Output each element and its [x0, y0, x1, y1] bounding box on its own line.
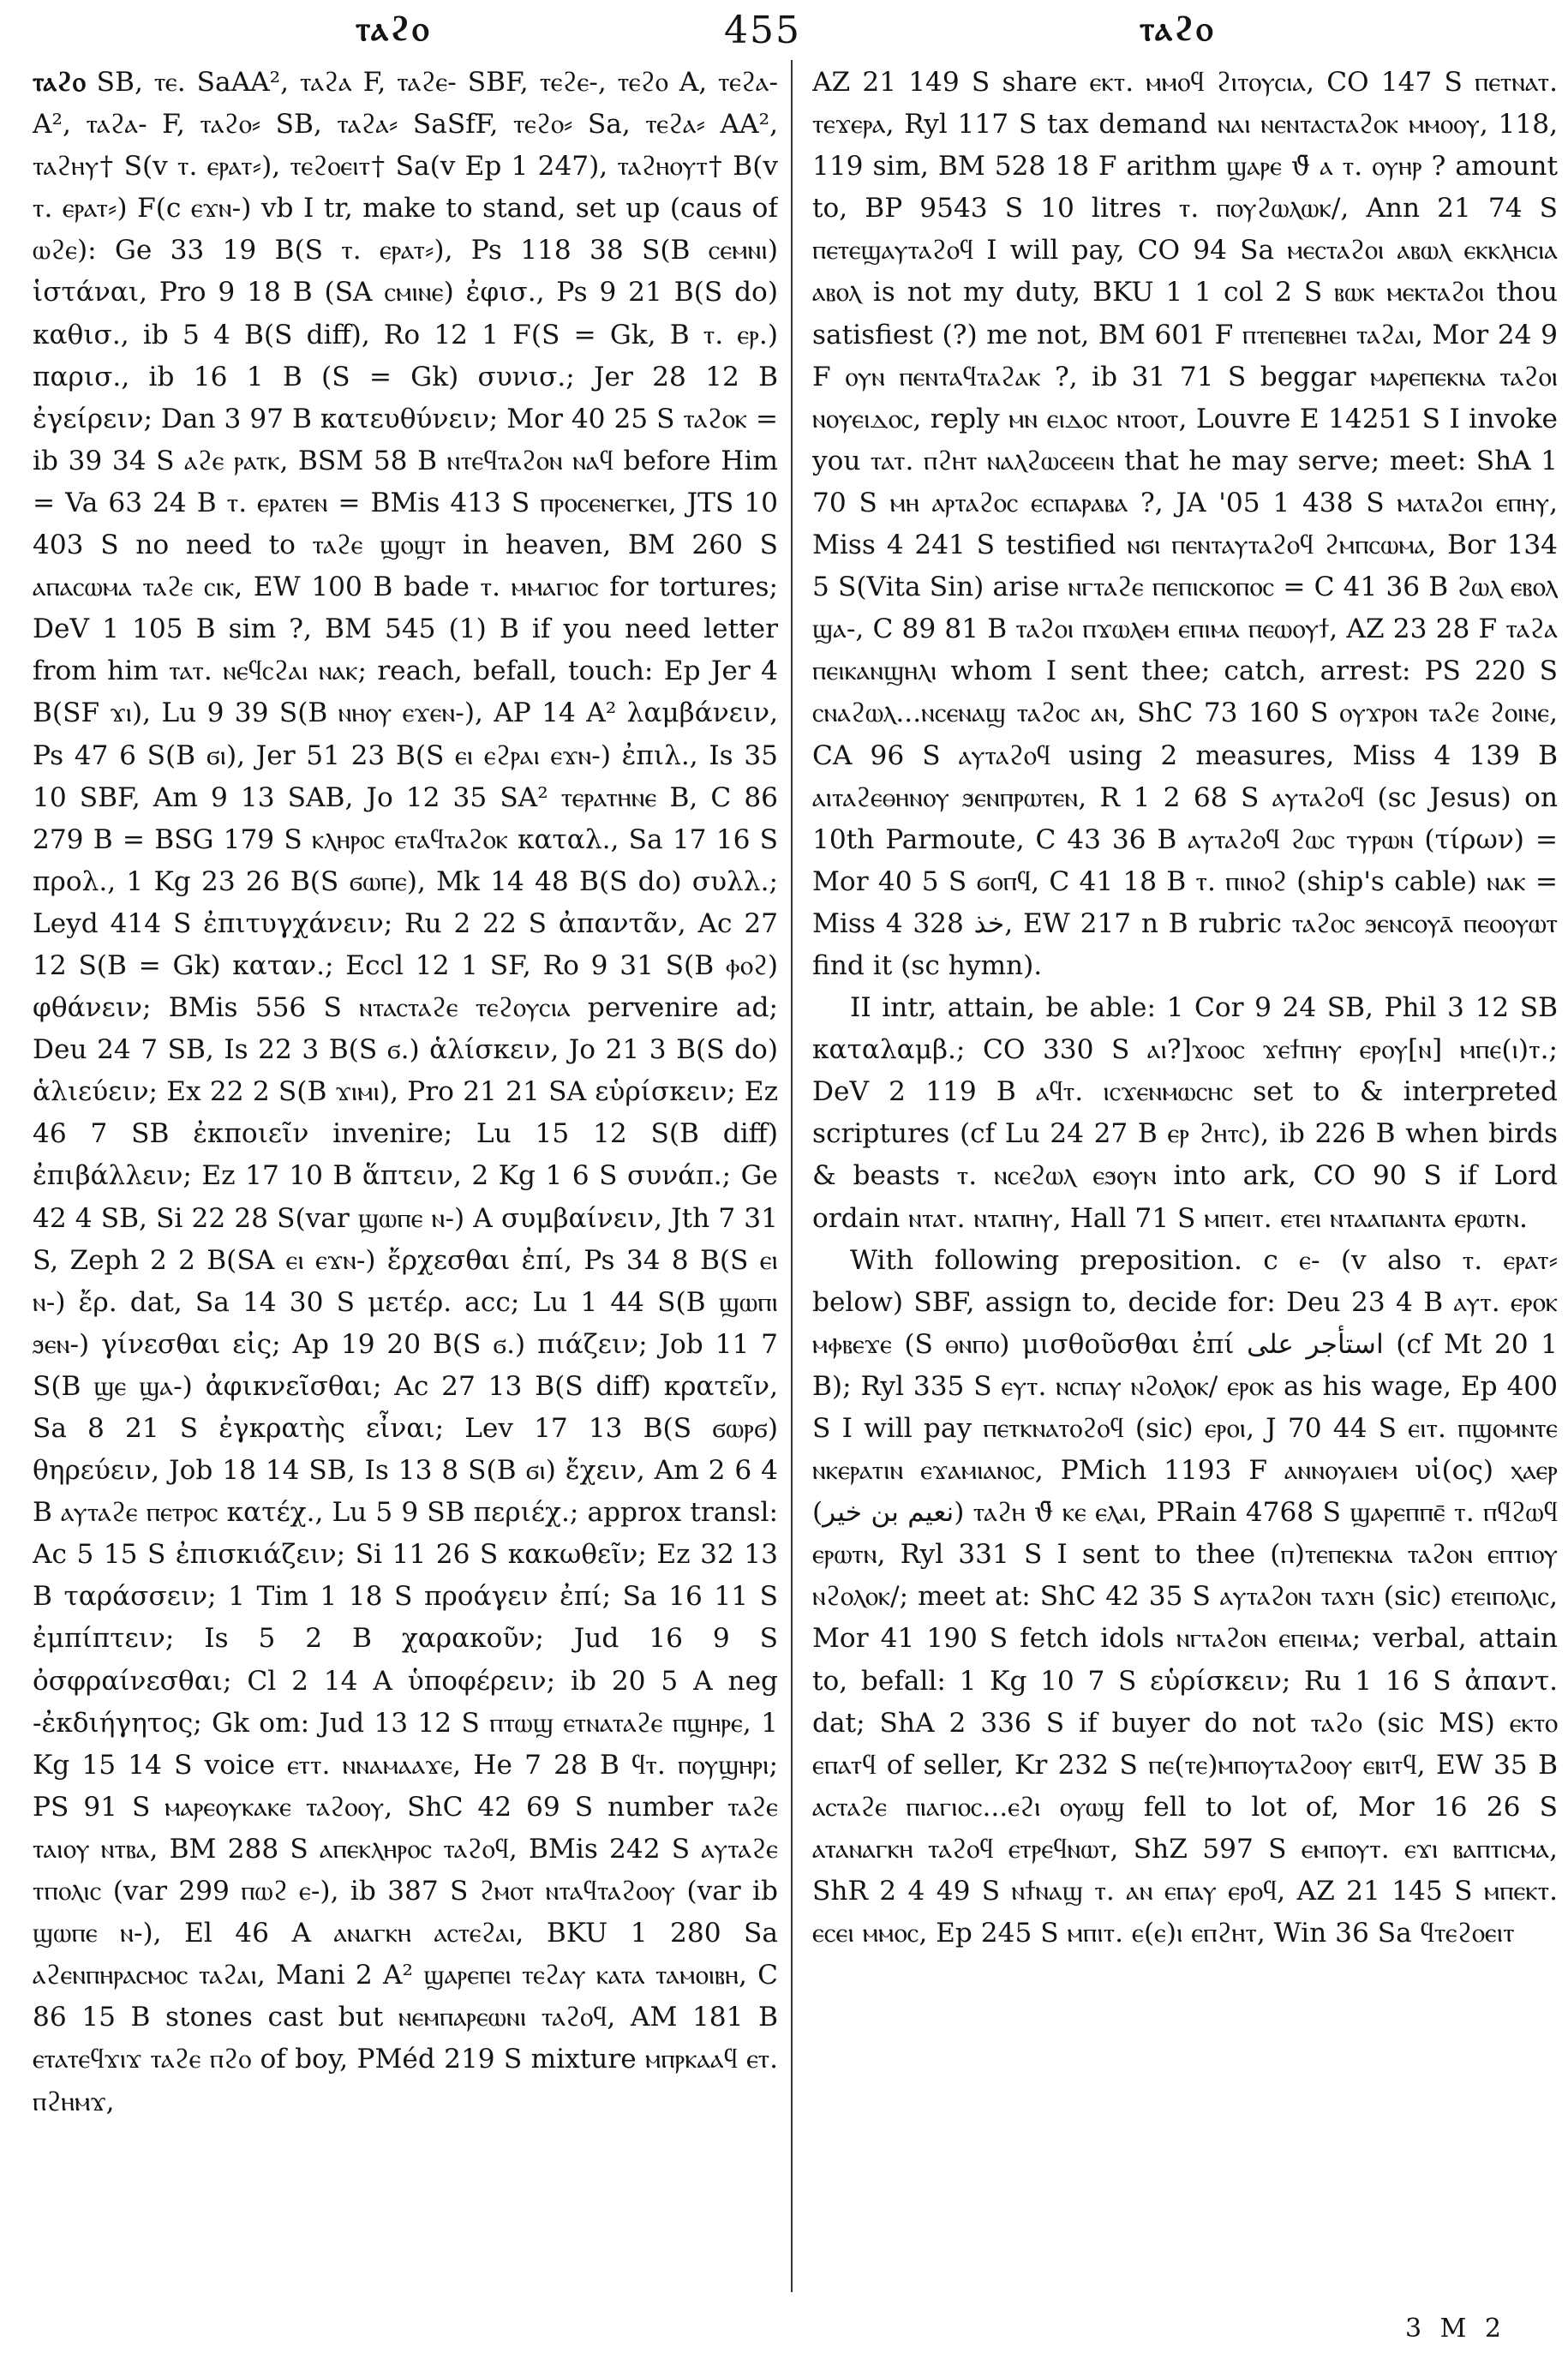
- entry-paragraph-right-1: AZ 21 149 S share ⲉⲕⲧ. ⲙⲙⲟϥ ϩⲓⲧⲟⲩⲥⲓⲁ, CO 147 S ⲡⲉⲧⲛⲁⲧ. ⲧⲉϫⲉⲣⲁ, Ryl 117 S tax demand ⲛⲁⲓ ⲛⲉⲛⲧⲁⲥⲧⲁϩⲟⲕ ⲙⲙⲟⲟⲩ, 118, 119 sim, BM 528 18 F arithm ϣⲁⲣⲉ ϑ̄ ⲁ ⲧ. ⲟⲩⲏⲣ ? amount to, BP 9543 S 10 litres ⲧ. ⲡⲟⲩϩⲱⲗⲱⲕ/, Ann 21 74 S ⲡⲉⲧⲉϣⲁⲩⲧⲁϩⲟϥ I will pay, CO 94 Sa ⲙⲉⲥⲧⲁϩⲟⲓ ⲁⲃⲱⲗ ⲉⲕⲕⲗⲏⲥⲓⲁ ⲁⲃⲟⲗ is not my duty, BKU 1 1 col 2 S ⲃⲱⲕ ⲙⲉⲕⲧⲁϩⲟⲓ thou satisfiest (?) me not, BM 601 F ⲡⲧⲉⲡⲉⲃⲏⲉⲓ ⲧⲁϩⲁⲓ, Mor 24 9 F ⲟⲩⲛ ⲡⲉⲛⲧⲁϥⲧⲁϩⲁⲕ ?, ib 31 71 S beggar ⲙⲁⲣⲉⲡⲉⲕⲛⲁ ⲧⲁϩⲟⲓ ⲛⲟⲩⲉⲓⲇⲟⲥ, reply ⲙⲛ ⲉⲓⲇⲟⲥ ⲛⲧⲟⲟⲧ, Louvre E 14251 S I invoke you ⲧⲁⲧ. ⲡϩⲏⲧ ⲛⲁⲗϩⲱⲥⲉⲉⲓⲛ that he may serve; meet: ShA 1 70 S ⲙⲏ ⲁⲣⲧⲁϩⲟⲥ ⲉⲥⲡⲁⲣⲁⲃⲁ ?, JA '05 1 438 S ⲙⲁⲧⲁϩⲟⲓ ⲉⲡⲏⲩ, Miss 4 241 S testified ⲛϭⲓ ⲡⲉⲛⲧⲁⲩⲧⲁϩⲟϥ ϩⲙⲡⲥⲱⲙⲁ, Bor 134 5 S(Vita Sin) arise ⲛⲅⲧⲁϩⲉ ⲡⲉⲡⲓⲥⲕⲟⲡⲟⲥ = C 41 36 B ϩⲱⲗ ⲉⲃⲟⲗ ϣⲁ-, C 89 81 B ⲧⲁϩⲟⲓ ⲡϫⲱⲗⲉⲙ ⲉⲡⲓⲙⲁ ⲡⲉⲱⲟⲩϯ, AZ 23 28 F ⲧⲁϩⲁ ⲡⲉⲓⲕⲁⲛϣⲏⲗⲓ whom I sent thee; catch, arrest: PS 220 S ⲥⲛⲁϩⲱⲗ...ⲛⲥⲉⲛⲁϣ ⲧⲁϩⲟⲥ ⲁⲛ, ShC 73 160 S ⲟⲩϫⲣⲟⲛ ⲧⲁϩⲉ ϩⲟⲓⲛⲉ, CA 96 S ⲁⲩⲧⲁϩⲟϥ using 2 measures, Miss 4 139 B ⲁⲓⲧⲁϩⲉⲑⲏⲛⲟⲩ ϧⲉⲛⲡⲣⲱⲧⲉⲛ, R 1 2 68 S ⲁⲩⲧⲁϩⲟϥ (sc Jesus) on 10th Parmoute, C 43 36 B ⲁⲩⲧⲁϩⲟϥ ϩⲱⲥ ⲧⲩⲣⲱⲛ (τίρων) = Mor 40 5 S ϭⲟⲡϥ, C 41 18 B ⲧ. ⲡⲓⲛⲟϩ (ship's cable) ⲛⲁⲕ = Miss 4 328 ﺧﺬ, EW 217 n B rubric ⲧⲁϩⲟⲥ ϧⲉⲛⲥⲟⲩⲁ̄ ⲡⲉⲟⲟⲩⲱⲧ find it (sc hymn).: [812, 67, 1558, 981]
- entry-text-left: SB, ⲧⲉ. SaAA², ⲧⲁϩⲁ F, ⲧⲁϩⲉ- SBF, ⲧⲉϩⲉ-, ⲧⲉϩⲟ A, ⲧⲉϩⲁ- A², ⲧⲁϩⲁ- F, ⲧⲁϩⲟ⸗ SB, ⲧⲁϩⲁ⸗ SaSfF, ⲧⲉϩⲟ⸗ Sa, ⲧⲉϩⲁ⸗ AA², ⲧⲁϩⲏⲩ† S(v ⲧ. ⲉⲣⲁⲧ⸗), ⲧⲉϩⲟⲉⲓⲧ† Sa(v Ep 1 247), ⲧⲁϩⲏⲟⲩⲧ† B(v ⲧ. ⲉⲣⲁⲧ⸗) F(c ⲉϫⲛ-) vb I tr, make to stand, set up (caus of ⲱϩⲉ): Ge 33 19 B(S ⲧ. ⲉⲣⲁⲧ⸗), Ps 118 38 S(B ⲥⲉⲙⲛⲓ) ἱστάναι, Pro 9 18 B (SA ⲥⲙⲓⲛⲉ) ἐφισ., Ps 9 21 B(S do) καθισ., ib 5 4 B(S diff), Ro 12 1 F(S = Gk, B ⲧ. ⲉⲣ.) παρισ., ib 16 1 B (S = Gk) συνισ.; Jer 28 12 B ἐγείρειν; Dan 3 97 B κατευθύνειν; Mor 40 25 S ⲧⲁϩⲟⲕ = ib 39 34 S ⲁϩⲉ ⲣⲁⲧⲕ, BSM 58 B ⲛⲧⲉϥⲧⲁϩⲟⲛ ⲛⲁϥ before Him = Va 63 24 B ⲧ. ⲉⲣⲁⲧⲉⲛ = BMis 413 S ⲡⲣⲟⲥⲉⲛⲉⲅⲕⲉⲓ, JTS 10 403 S no need to ⲧⲁϩⲉ ϣⲟϣⲧ in heaven, BM 260 S ⲁⲡⲁⲥⲱⲙⲁ ⲧⲁϩⲉ ⲥⲓⲕ, EW 100 B bade ⲧ. ⲙⲙⲁⲅⲓⲟⲥ for tortures; DeV 1 105 B sim ?, BM 545 (1) B if you need letter from him ⲧⲁⲧ. ⲛⲉϥⲥϩⲁⲓ ⲛⲁⲕ; reach, befall, touch: Ep Jer 4 B(SF ϫⲓ), Lu 9 39 S(B ⲛⲏⲟⲩ ⲉϫⲉⲛ-), AP 14 A² λαμβάνειν, Ps 47 6 S(B ϭⲓ), Jer 51 23 B(S ⲉⲓ ⲉϩⲣⲁⲓ ⲉϫⲛ-) ἐπιλ., Is 35 10 SBF, Am 9 13 SAB, Jo 12 35 SA² ⲧⲉⲣⲁⲧⲏⲛⲉ B, C 86 279 B = BSG 179 S ⲕⲗⲏⲣⲟⲥ ⲉⲧⲁϥⲧⲁϩⲟⲕ καταλ., Sa 17 16 S προλ., 1 Kg 23 26 B(S ϭⲱⲡⲉ), Mk 14 48 B(S do) συλλ.; Leyd 414 S ἐπιτυγχάνειν; Ru 2 22 S ἀπαντᾶν, Ac 27 12 S(B = Gk) καταν.; Eccl 12 1 SF, Ro 9 31 S(B ⲫⲟϩ) φθάνειν; BMis 556 S ⲛⲧⲁⲥⲧⲁϩⲉ ⲧⲉϩⲟⲩⲥⲓⲁ pervenire ad; Deu 24 7 SB, Is 22 3 B(S ϭ.) ἁλίσκειν, Jo 21 3 B(S do) ἁλιεύειν; Ex 22 2 S(B ϫⲓⲙⲓ), Pro 21 21 SA εὑρίσκειν; Ez 46 7 SB ἐκποιεῖν invenire; Lu 15 12 S(B diff) ἐπιβάλλειν; Ez 17 10 B ἅπτειν, 2 Kg 1 6 S συνάπ.; Ge 42 4 SB, Si 22 28 S(var ϣⲱⲡⲉ ⲛ-) A συμβαίνειν, Jth 7 31 S, Zeph 2 2 B(SA ⲉⲓ ⲉϫⲛ-) ἔρχεσθαι ἐπί, Ps 34 8 B(S ⲉⲓ ⲛ-) ἔρ. dat, Sa 14 30 S μετέρ. acc; Lu 1 44 S(B ϣⲱⲡⲓ ϧⲉⲛ-) γίνεσθαι εἰς; Ap 19 20 B(S ϭ.) πιάζειν; Job 11 7 S(B ϣⲉ ϣⲁ-) ἀφικνεῖσθαι; Ac 27 13 B(S diff) κρατεῖν, Sa 8 21 S ἐγκρατὴς εἶναι; Lev 17 13 B(S ϭⲱⲣϭ) θηρεύειν, Job 18 14 SB, Is 13 8 S(B ϭⲓ) ἔχειν, Am 2 6 4 B ⲁⲩⲧⲁϩⲉ ⲡⲉⲧⲣⲟⲥ κατέχ., Lu 5 9 SB περιέχ.; approx transl: Ac 5 15 S ἐπισκιάζειν; Si 11 26 S κακωθεῖν; Ez 32 13 B ταράσσειν; 1 Tim 1 18 S προάγειν ἐπί; Sa 16 11 S ἐμπίπτειν; Is 5 2 B χαρακοῦν; Jud 16 9 S ὀσφραίνεσθαι; Cl 2 14 A ὑποφέρειν; ib 20 5 A neg -ἐκδιήγητος; Gk om: Jud 13 12 S ⲡⲧⲱϣ ⲉⲧⲛⲁⲧⲁϩⲉ ⲡϣⲏⲣⲉ, 1 Kg 15 14 S voice ⲉⲧⲧ. ⲛⲛⲁⲙⲁⲁϫⲉ, He 7 28 B ϥⲧ. ⲡⲟⲩϣⲏⲣⲓ; PS 91 S ⲙⲁⲣⲉⲟⲩⲕⲁⲕⲉ ⲧⲁϩⲟⲟⲩ, ShC 42 69 S number ⲧⲁϩⲉ ⲧⲁⲓⲟⲩ ⲛⲧⲃⲁ, BM 288 S ⲁⲡⲉⲕⲗⲏⲣⲟⲥ ⲧⲁϩⲟϥ, BMis 242 S ⲁⲩⲧⲁϩⲉ ⲧⲡⲟⲗⲓⲥ (var 299 ⲡⲱϩ ⲉ-), ib 387 S ϩⲙⲟⲧ ⲛⲧⲁϥⲧⲁϩⲟⲟⲩ (var ib ϣⲱⲡⲉ ⲛ-), El 46 A ⲁⲛⲁⲅⲕⲏ ⲁⲥⲧⲉϩⲁⲓ, BKU 1 280 Sa ⲁϩⲉⲛⲡⲏⲣⲁⲥⲙⲟⲥ ⲧⲁϩⲁⲓ, Mani 2 A² ϣⲁⲣⲉⲡⲉⲓ ⲧⲉϩⲁⲩ ⲕⲁⲧⲁ ⲧⲁⲙⲟⲓⲃⲏ, C 86 15 B stones cast but ⲛⲉⲙⲡⲁⲣⲉⲱⲛⲓ ⲧⲁϩⲟϥ, AM 181 B ⲉⲧⲁⲧⲉϥϫⲓϫ ⲧⲁϩⲉ ⲡϩⲟ of boy, PMéd 219 S mixture ⲙⲡⲣⲕⲁⲁϥ ⲉⲧ. ⲡϩⲏⲙϫ,: [33, 67, 778, 2117]
- page-header: [0, 9, 1568, 60]
- entry-paragraph-right-3: With following preposition. c ⲉ- (v also ⲧ. ⲉⲣⲁⲧ⸗ below) SBF, assign to, decide for: Deu 23 4 B ⲁⲩⲧ. ⲉⲣⲟⲕ ⲙⲫⲃⲉϫⲉ (S ⲑⲛⲡⲟ) μισθοῦσθαι ἐπί ﺍﺳﺘﺄﺟﺮ ﻋﻠﻰ (cf Mt 20 1 B); Ryl 335 S ⲉⲩⲧ. ⲛⲥⲡⲁⲩ ⲛϩⲟⲗⲟⲕ/ ⲉⲣⲟⲕ as his wage, Ep 400 S I will pay ⲡⲉⲧⲕⲛⲁⲧⲟϩⲟϥ (sic) ⲉⲣⲟⲓ, J 70 44 S ⲉⲓⲧ. ⲡϣⲟⲙⲛⲧⲉ ⲛⲕⲉⲣⲁⲧⲓⲛ ⲉϫⲁⲙⲓⲁⲛⲟⲥ, PMich 1193 F ⲁⲛⲛⲟⲩⲁⲓⲉⲙ υἱ(ος) ⲭⲁⲉⲣ (نعيم بن خير) ⲧⲁϩⲏ ϑ̄ ⲕⲉ ⲉⲗⲁⲓ, PRain 4768 S ϣⲁⲣⲉⲡⲡⲉ̄ ⲧ. ⲡϥϩⲱϥ ⲉⲣⲱⲧⲛ, Ryl 331 S I sent to thee (ⲡ)ⲧⲉⲡⲉⲕⲛⲁ ⲧⲁϩⲟⲛ ⲉⲡⲧⲓⲟⲩ ⲛϩⲟⲗⲟⲕ/; meet at: ShC 42 35 S ⲁⲩⲧⲁϩⲟⲛ ⲧⲁϫⲏ (sic) ⲉⲧⲉⲓⲡⲟⲗⲓⲥ, Mor 41 190 S fetch idols ⲛⲅⲧⲁϩⲟⲛ ⲉⲡⲉⲓⲙⲁ; verbal, attain to, befall: 1 Kg 10 7 S εὑρίσκειν; Ru 1 16 S ἀπαντ. dat; ShA 2 336 S if buyer do not ⲧⲁϩⲟ (sic MS) ⲉⲕⲧⲟ ⲉⲡⲁⲧϥ of seller, Kr 232 S ⲡⲉ(ⲧⲉ)ⲙⲡⲟⲩⲧⲁϩⲟⲟⲩ ⲉⲃⲓⲧϥ, EW 35 B ⲁⲥⲧⲁϩⲉ ⲡⲓⲁⲅⲓⲟⲥ...ⲉϩⲓ ⲟⲩⲱϣ fell to lot of, Mor 16 26 S ⲁⲧⲁⲛⲁⲅⲕⲏ ⲧⲁϩⲟϥ ⲉⲧⲣⲉϥⲛⲱⲧ, ShZ 597 S ⲉⲙⲡⲟⲩⲧ. ⲉϫⲓ ⲃⲁⲡⲧⲓⲥⲙⲁ, ShR 2 4 49 S ⲛϯⲛⲁϣ ⲧ. ⲁⲛ ⲉⲡⲁⲩ ⲉⲣⲟϥ, AZ 21 145 S ⲙⲡⲉⲕⲧ. ⲉⲥⲉⲓ ⲙⲙⲟⲥ, Ep 245 S ⲙⲡⲓⲧ. ⲉ(ⲉ)ⲓ ⲉⲡϩⲏⲧ, Win 36 Sa ϥⲧⲉϩⲟⲉⲓⲧ: [812, 1244, 1558, 1949]
- right-column: [812, 62, 1558, 2290]
- column-divider: [791, 60, 793, 2292]
- header-left-word: ⲧⲁϩⲟ: [356, 9, 431, 49]
- entry-paragraph-left: [33, 62, 778, 2123]
- header-right-word: ⲧⲁϩⲟ: [1140, 9, 1215, 49]
- entry-paragraph-right-2: II intr, attain, be able: 1 Cor 9 24 SB, Phil 3 12 SB καταλαμβ.; CO 330 S ⲁⲓ?]ϫⲟⲟⲥ ϫⲉϯⲡⲏⲩ ⲉⲣⲟⲩ[ⲛ] ⲙⲡⲉ(ⲓ)ⲧ.; DeV 2 119 B ⲁϥⲧ. ⲓⲥϫⲉⲛⲙⲱⲥⲏⲥ set to & interpreted scriptures (cf Lu 24 27 B ⲉⲣ ϩⲏⲧⲥ), ib 226 B when birds & beasts ⲧ. ⲛⲥⲉϩⲱⲗ ⲉϧⲟⲩⲛ into ark, CO 90 S if Lord ordain ⲛⲧⲁⲧ. ⲛⲧⲁⲡⲏⲩ, Hall 71 S ⲙⲡⲉⲓⲧ. ⲉⲧⲉⲓ ⲛⲧⲁⲁⲡⲁⲛⲧⲁ ⲉⲣⲱⲧⲛ.: [812, 992, 1558, 1234]
- signature-mark: 3 M 2: [1405, 2314, 1506, 2344]
- left-column: [33, 62, 778, 2290]
- entry-lemma: ⲧⲁϩⲟ: [33, 67, 86, 98]
- page-number: 455: [724, 9, 801, 52]
